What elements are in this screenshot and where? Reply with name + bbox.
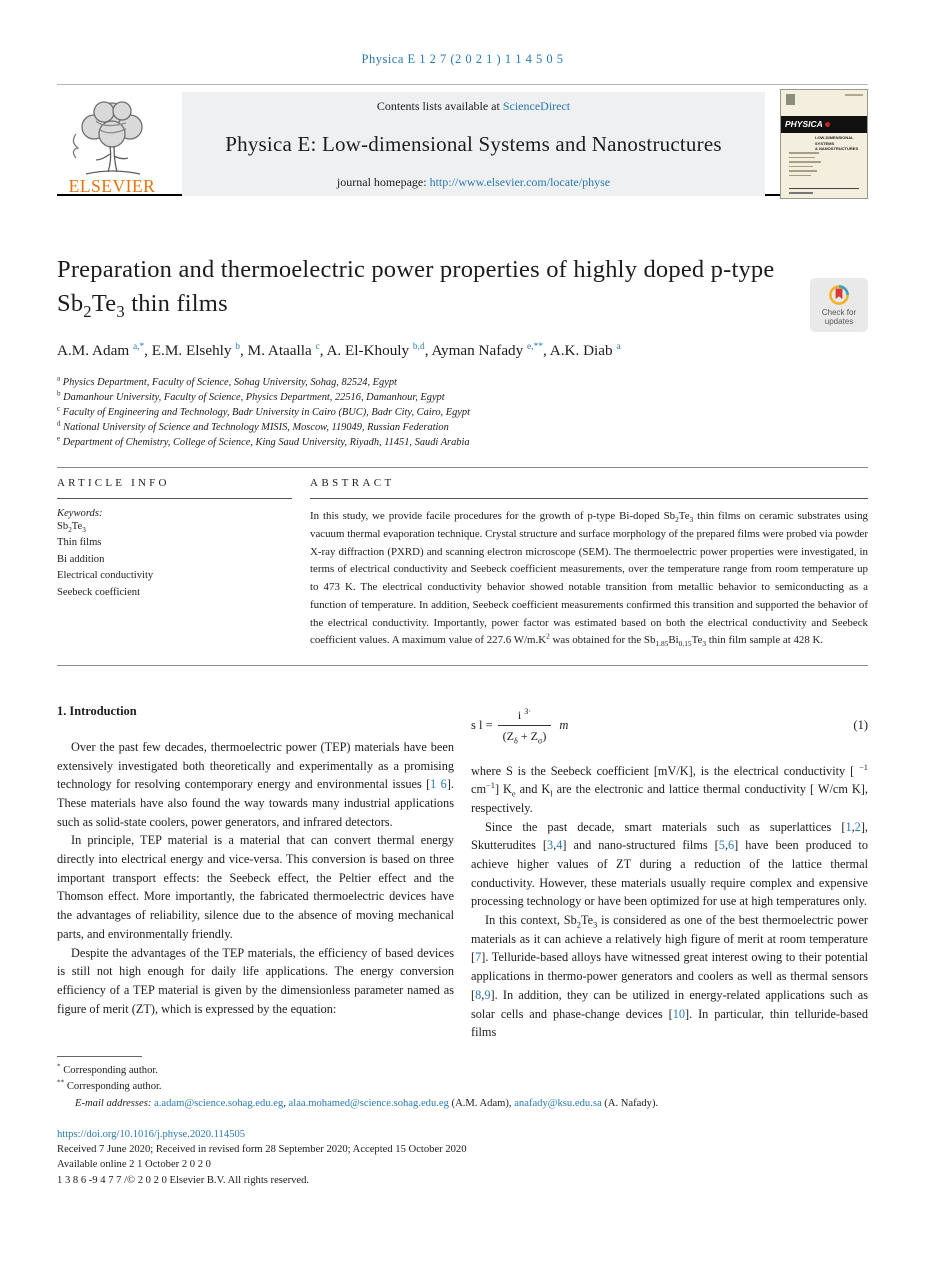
text-segment: 2 [68,526,72,535]
affiliation-row: $^e$ Department of Chemistry, College of Science, King Saud University, Riyadh, 11451, Saudi Arabia [57,434,470,448]
text-segment: , M. Ataalla [240,341,316,359]
citation-link[interactable]: 2 [854,819,861,834]
abstract-column [310,477,868,650]
text-segment: , A.K. Diab [542,341,617,359]
cover-top-line [845,94,863,96]
text-segment: thin film sample at 428 K. [706,634,824,647]
affiliation-row: $^d$ National University of Science and Technology MISIS, Moscow, 119049, Russian Federation [57,419,449,433]
article-info-column [57,477,292,650]
keyword-item [57,535,292,551]
affiliation-row: $^c$ Faculty of Engineering and Technology, Badr University in Cairo (BUC), Badr City, Cairo, Egypt [57,404,470,418]
citation-link[interactable]: b,d [412,341,425,352]
header-journal-ref: Physica E 1 2 7 (2 0 2 1 ) 1 1 4 5 0 5 [361,52,564,66]
text-segment: (Z [502,729,514,744]
text-segment: (A.M. Adam), [448,1097,515,1109]
keyword-item [57,568,292,584]
journal-title: Physica E: Low-dimensional Systems and Nanostructures [225,132,722,156]
text-segment: Te [580,913,594,928]
text-segment: 3· [524,707,532,717]
cover-text-lines [789,152,821,179]
article-footer [57,1127,868,1188]
text-segment: Te [91,289,117,317]
equation-denominator [498,726,552,745]
text-segment: Electrical conductivity [57,570,154,582]
equation-1 [471,706,868,745]
affiliation-row: $^a$ Physics Department, Faculty of Science, Sohag University, Sohag, 82524, Egypt [57,374,397,388]
text-segment: 3 [593,920,598,930]
text-segment: 2 [576,920,581,930]
abstract-heading: ABSTRACT [310,477,868,499]
text-segment: + Z [517,729,538,744]
journal-homepage-link[interactable]: http://www.elsevier.com/locate/physe [429,175,611,189]
text-segment: , [724,838,729,853]
article-title [57,253,868,321]
citation-link[interactable]: 3 [547,838,554,853]
citation-link[interactable]: 6 [728,838,735,853]
equation-fraction [498,706,552,745]
text-segment: 3 [82,526,86,535]
footnote-corresponding-1 [57,1063,868,1079]
main-body [57,702,868,1042]
check-updates-icon [828,284,850,306]
citation-link[interactable]: anafady@ksu.edu.sa [514,1097,602,1109]
elsevier-tree-icon [66,94,158,178]
text-segment: ] and nano-structured films [ [562,838,719,853]
paragraph [471,911,868,1042]
text-segment: Te [71,520,83,532]
text-segment: 3 [116,301,125,321]
text-segment: ]. Telluride-based alloys have witnessed great interest owing to their potential applications in thermo-power generators and coolers as well as thermal sensors [ [471,950,868,1002]
masthead-center-box [182,92,765,196]
body-left-column [57,702,454,1042]
equation-tail: m [559,718,569,733]
footnote-rule [57,1056,142,1057]
keyword-item [57,585,292,601]
text-segment: Despite the advantages of the TEP materials, the efficiency of based devices is still not high enough for daily life applications. The energy conversion efficiency of a TEP material is given by the dimensionless parameter named as figure of merit (ZT), which is expressed by the equation: [57,945,454,1016]
cover-subtitle: LOW-DIMENSIONAL SYSTEMS & NANOSTRUCTURES [815,135,859,152]
text-segment: , [851,819,855,834]
keywords-label: Keywords: [57,507,103,519]
divider-rule [57,467,868,468]
keyword-item [57,552,292,568]
article-title-line1: Preparation and thermoelectric power properties of highly doped p-type [57,256,775,283]
text-segment: is considered as one of the best thermoelectric power materials as it can achieve a relatively high figure of merit at room temperature [ [471,913,868,965]
text-segment: Sb [57,520,69,532]
citation-link[interactable]: b [235,341,240,352]
text-segment: cm [471,782,487,797]
text-segment: ) [542,729,547,744]
cover-red-dot-icon [825,122,830,127]
cover-crest-icon [786,94,795,105]
text-segment: Bi addition [57,553,105,565]
copyright-line: 1 3 8 6 -9 4 7 7 /© 2 0 2 0 Elsevier B.V. All rights reserved. [57,1174,310,1186]
doi-link[interactable]: https://doi.org/10.1016/j.physe.2020.114505 [57,1128,246,1140]
text-segment: In this study, we provide facile procedures for the growth of p-type Bi-doped Sb [310,509,676,522]
citation-link[interactable]: e,** [527,341,543,352]
available-online-line: Available online 2 1 October 2 0 2 0 [57,1159,211,1171]
received-line: Received 7 June 2020; Received in revised form 28 September 2020; Accepted 15 October 2020 [57,1143,467,1155]
citation-link[interactable]: a,* [132,341,145,352]
elsevier-logo[interactable] [57,89,167,199]
text-segment: Over the past few decades, thermoelectric power (TEP) materials have been extensively investigated both theoretically and experimentally as a promising technology for resolving contemporary energy and environmental issues [ [57,739,454,792]
paragraph [57,738,454,831]
paragraph [57,944,454,1019]
text-segment: (A. Nafady). [601,1097,659,1109]
citation-link[interactable]: a.adam@science.sohag.edu.eg [154,1097,284,1109]
citation-link[interactable]: 9 [484,987,491,1002]
citation-link[interactable]: 6 [440,777,447,792]
text-segment: Sb [57,289,84,317]
citation-link[interactable]: 1 [430,777,437,792]
info-abstract-section [57,477,868,650]
text-segment: Corresponding author. [64,1080,162,1092]
text-segment: ]. In particular, thin telluride-based films [471,1006,868,1040]
text-segment: , Ayman Nafady [424,341,528,359]
text-segment: ** [57,1078,65,1087]
footnote-emails [57,1096,868,1112]
cover-bottom-rule [789,188,859,190]
cover-banner-text: PHYSICA [785,119,823,129]
section-heading-introduction: 1. Introduction [57,704,137,719]
divider-rule [57,665,868,666]
text-segment: , E.M. Elsehly [144,341,236,359]
text-segment: ] have been produced to achieve higher values of ZT during a reduction of the lattice thermal conductivity. However, these materials usually require complex and expensive processing technology or have been optimized for use at high temperatures only. [471,838,868,909]
body-right-column [471,702,868,1042]
journal-masthead [57,84,868,196]
check-updates-label2: updates [824,317,854,326]
text-segment: e [511,789,516,799]
text-segment: Thin films [57,537,102,549]
contents-prefix: Contents lists available at [376,99,503,113]
sciencedirect-link[interactable]: ScienceDirect [502,99,571,113]
text-segment: 3 [702,639,707,649]
keyword-item [57,519,292,535]
text-segment: −1 [486,781,495,791]
text-segment: A.M. Adam [57,341,133,359]
citation-link[interactable]: 1 [845,819,852,834]
text-segment: * [57,1062,61,1071]
abstract-text [310,508,868,650]
text-segment: Since the past decade, smart materials such as superlattices [ [485,819,846,834]
elsevier-logo-text: ELSEVIER [68,176,156,196]
text-segment: −1 [859,762,868,772]
text-segment: thin films on ceramic substrates using vacuum thermal evaporation technique. Crystal structure and surface morphology of the prepared films were probed via powder X-ray diffraction (PXRD) and scanning electron microscope (SEM). The thermoelectric power properties were investigated, in terms of electrical conductivity and Seebeck coefficient measurements, over the temperature range from room temperature up to 473 K. The electrical conductivity behavior showed notable transition from metallic behavior to semiconducting as a function of temperature. In addition, Seebeck coefficient measurements confirmed this transition and supported the behavior of the electrical conductivity. Importantly, power factor was estimated based on both the electrical conductivity and Seebeck coefficient values. A maximum value of 227.6 W/m.K [310,509,868,647]
paragraph [471,818,868,911]
text-segment: 2 [83,301,92,321]
citation-link[interactable]: 7 [475,950,482,965]
check-updates-badge[interactable] [810,278,868,332]
cover-bottom-mark [789,192,813,194]
text-segment: E-mail addresses: [75,1097,155,1109]
text-segment: Seebeck coefficient [57,586,141,598]
text-segment: , A. El-Khouly [319,341,413,359]
text-segment: and K [515,782,551,797]
citation-link[interactable]: 5 [718,838,725,853]
text-segment: , [481,987,485,1002]
article-page [0,52,925,1188]
article-info-heading: ARTICLE INFO [57,477,292,499]
text-segment: , [553,838,557,853]
text-segment: l [550,789,553,799]
paragraph [57,831,454,943]
text-segment: Bi [668,634,679,647]
affiliation-list [57,375,868,450]
citation-link[interactable]: 10 [672,1006,685,1021]
text-segment: are the electronic and lattice thermal conductivity [ W/cm K], respectively. [471,782,868,815]
text-segment: 2 [675,515,679,525]
citation-link[interactable]: c [315,341,320,352]
text-segment: ], Skutterudites [ [471,819,868,853]
homepage-prefix: journal homepage: [336,175,430,189]
footnotes [57,1063,868,1112]
text-segment: In principle, TEP material is a material that can convert thermal energy directly into electrical energy and vice-versa. This conversion is based on three important transport effects: the Seebeck effect, the Peltier effect and the Thomson effect. More importantly, the fabricated thermoelectric devices have the advantages of reliability, silence due to the absence of moving mechanical parts, and environmentally friendly. [57,833,454,941]
text-segment: , [283,1097,289,1109]
text-segment: where S is the Seebeck coefficient [mV/K], is the electrical conductivity [ [471,763,860,778]
text-segment: Corresponding author. [60,1064,158,1076]
cover-banner [781,116,867,133]
text-segment: Te [678,509,690,522]
text-segment: was obtained for the Sb [549,634,656,647]
article-title-line2 [57,289,228,321]
homepage-line [192,175,755,190]
text-segment: ] K [494,782,512,797]
footnote-corresponding-2 [57,1079,868,1095]
text-segment: ]. These materials have also found the way towards many industrial applications such as solid-state coolers, power generators, and infrared detectors. [57,777,454,829]
citation-link[interactable]: alaa.mohamed@science.sohag.edu.eg [288,1097,449,1109]
affiliation-row: $^b$ Damanhour University, Faculty of Science, Physics Department, 22516, Damanhour, Egypt [57,389,445,403]
citation-link[interactable]: 8 [475,987,482,1002]
contents-line [192,99,755,114]
author-list [57,342,868,360]
text-segment: i [517,708,525,723]
text-segment: δ [513,736,518,746]
citation-link[interactable]: 4 [556,838,563,853]
paragraph [471,762,868,818]
check-updates-label1: Check for [821,307,857,317]
text-segment: Te [691,634,703,647]
text-segment: 3 [689,515,694,525]
citation-link[interactable]: a [616,341,621,352]
text-segment: 1.85 [655,639,669,649]
equation-lhs: s l = [471,718,493,733]
text-segment: ]. In addition, they can be utilized in energy-related applications such as solar cells and phase-change devices [ [471,987,868,1021]
text-segment: In this context, Sb [485,913,577,928]
text-segment: 2 [546,631,550,641]
text-segment: 0.15 [678,639,692,649]
equation-numerator [498,706,552,726]
text-segment: σ [537,736,543,746]
text-segment: thin films [124,289,228,317]
equation-number: (1) [853,718,868,733]
journal-cover-thumbnail[interactable] [780,89,868,199]
